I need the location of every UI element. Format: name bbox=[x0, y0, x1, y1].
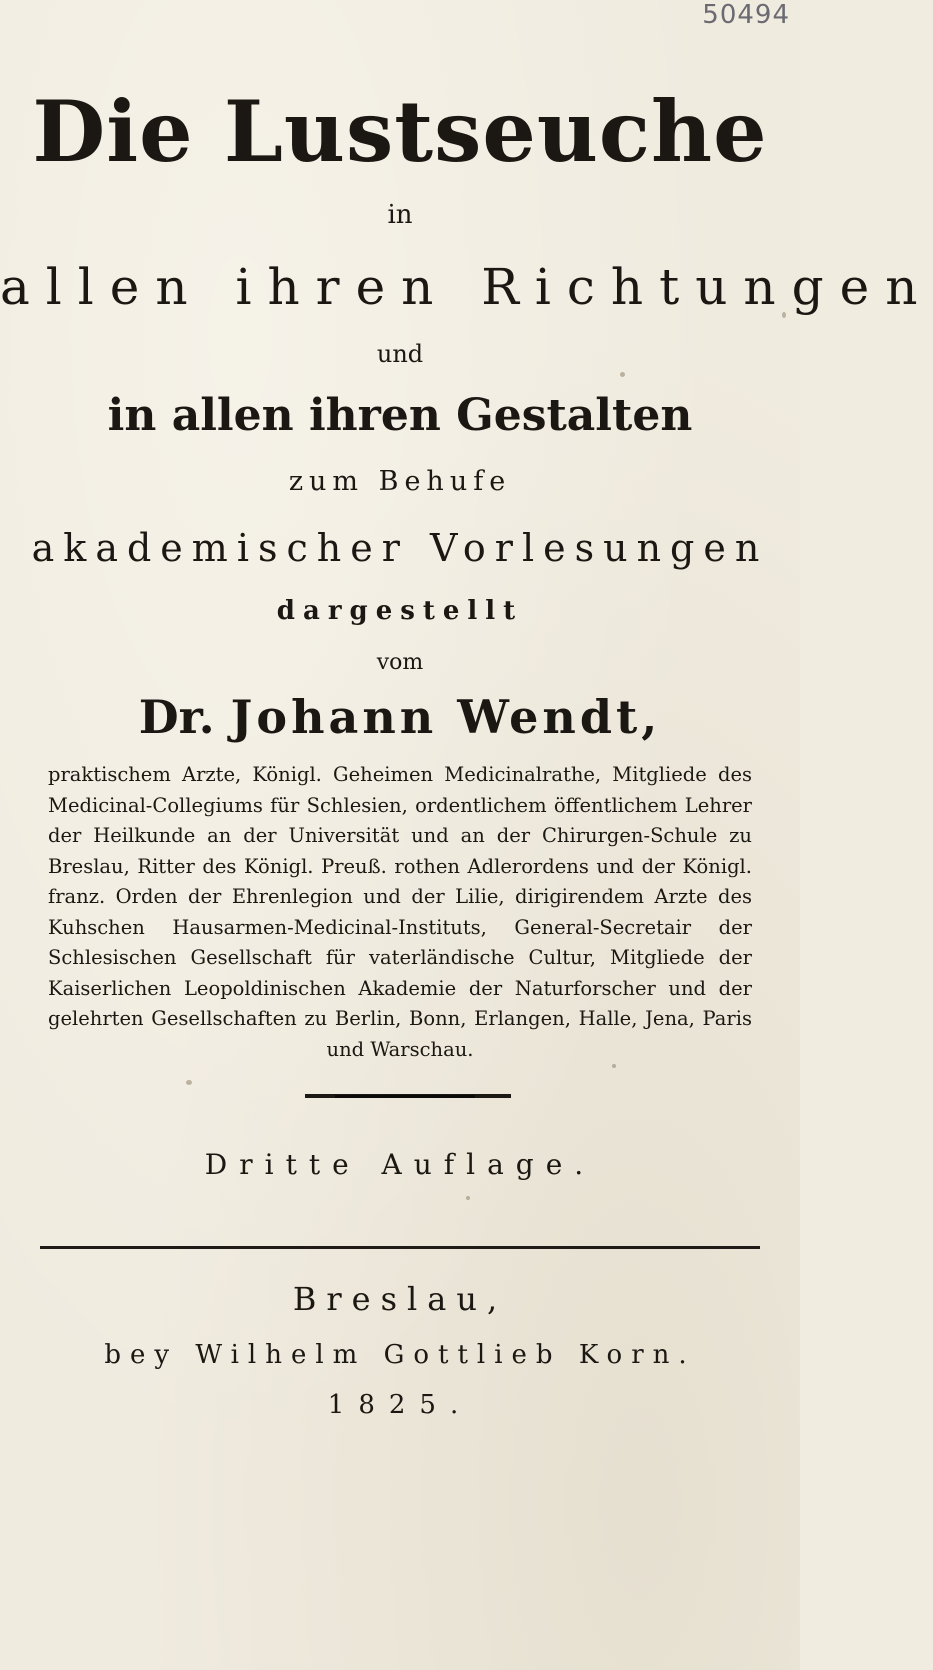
long-divider-rule bbox=[40, 1246, 760, 1249]
subtitle-und: und bbox=[376, 340, 424, 368]
subtitle-in: in bbox=[387, 200, 413, 230]
author-name: Johann Wendt, bbox=[230, 690, 662, 744]
short-divider-rule bbox=[305, 1094, 511, 1098]
subtitle-dargestellt: dargestellt bbox=[276, 596, 524, 626]
author-line bbox=[0, 690, 800, 744]
paper-speck bbox=[186, 1080, 192, 1085]
imprint-year: 1825. bbox=[327, 1390, 473, 1420]
subtitle-line-richtungen: allen ihren Richtungen bbox=[0, 258, 933, 316]
paper-speck bbox=[782, 312, 786, 318]
author-description: praktischem Arzte, Königl. Geheimen Medicinalrathe, Mitgliede des Medicinal-Collegiums für Schlesien, ordentlichem öffentlichem Lehrer der Heilkunde an der Universität und an der Chirurgen-Schule zu Breslau, Ritter des Königl. Preuß. rothen Adlerordens und der Königl. franz. Orden der Ehrenlegion und der Lilie, dirigirendem Arzte des Kuhschen Hausarmen-Medicinal-Instituts, General-Secretair der Schlesischen Gesellschaft für vaterländische Cultur, Mitgliede der Kaiserlichen Leopoldinischen Akademie der Naturforscher und der gelehrten Gesellschaften zu Berlin, Bonn, Erlangen, Halle, Jena, Paris und Warschau. bbox=[48, 763, 752, 1061]
book-title: Die Lustseuche bbox=[32, 82, 768, 181]
subtitle-vom: vom bbox=[376, 650, 424, 675]
imprint-publisher: bey Wilhelm Gottlieb Korn. bbox=[104, 1340, 696, 1370]
subtitle-zum-behufe: zum Behufe bbox=[288, 466, 512, 497]
subtitle-line-vorlesungen: akademischer Vorlesungen bbox=[31, 526, 769, 570]
shelfmark-stamp: 50494 bbox=[702, 0, 790, 30]
paper-speck bbox=[466, 1196, 470, 1200]
edition-statement: Dritte Auflage. bbox=[204, 1148, 596, 1181]
author-prefix: Dr. bbox=[138, 690, 215, 744]
imprint-city: Breslau, bbox=[292, 1280, 508, 1318]
paper-speck bbox=[620, 372, 625, 377]
paper-speck bbox=[612, 1064, 616, 1068]
subtitle-line-gestalten: in allen ihren Gestalten bbox=[107, 390, 693, 441]
